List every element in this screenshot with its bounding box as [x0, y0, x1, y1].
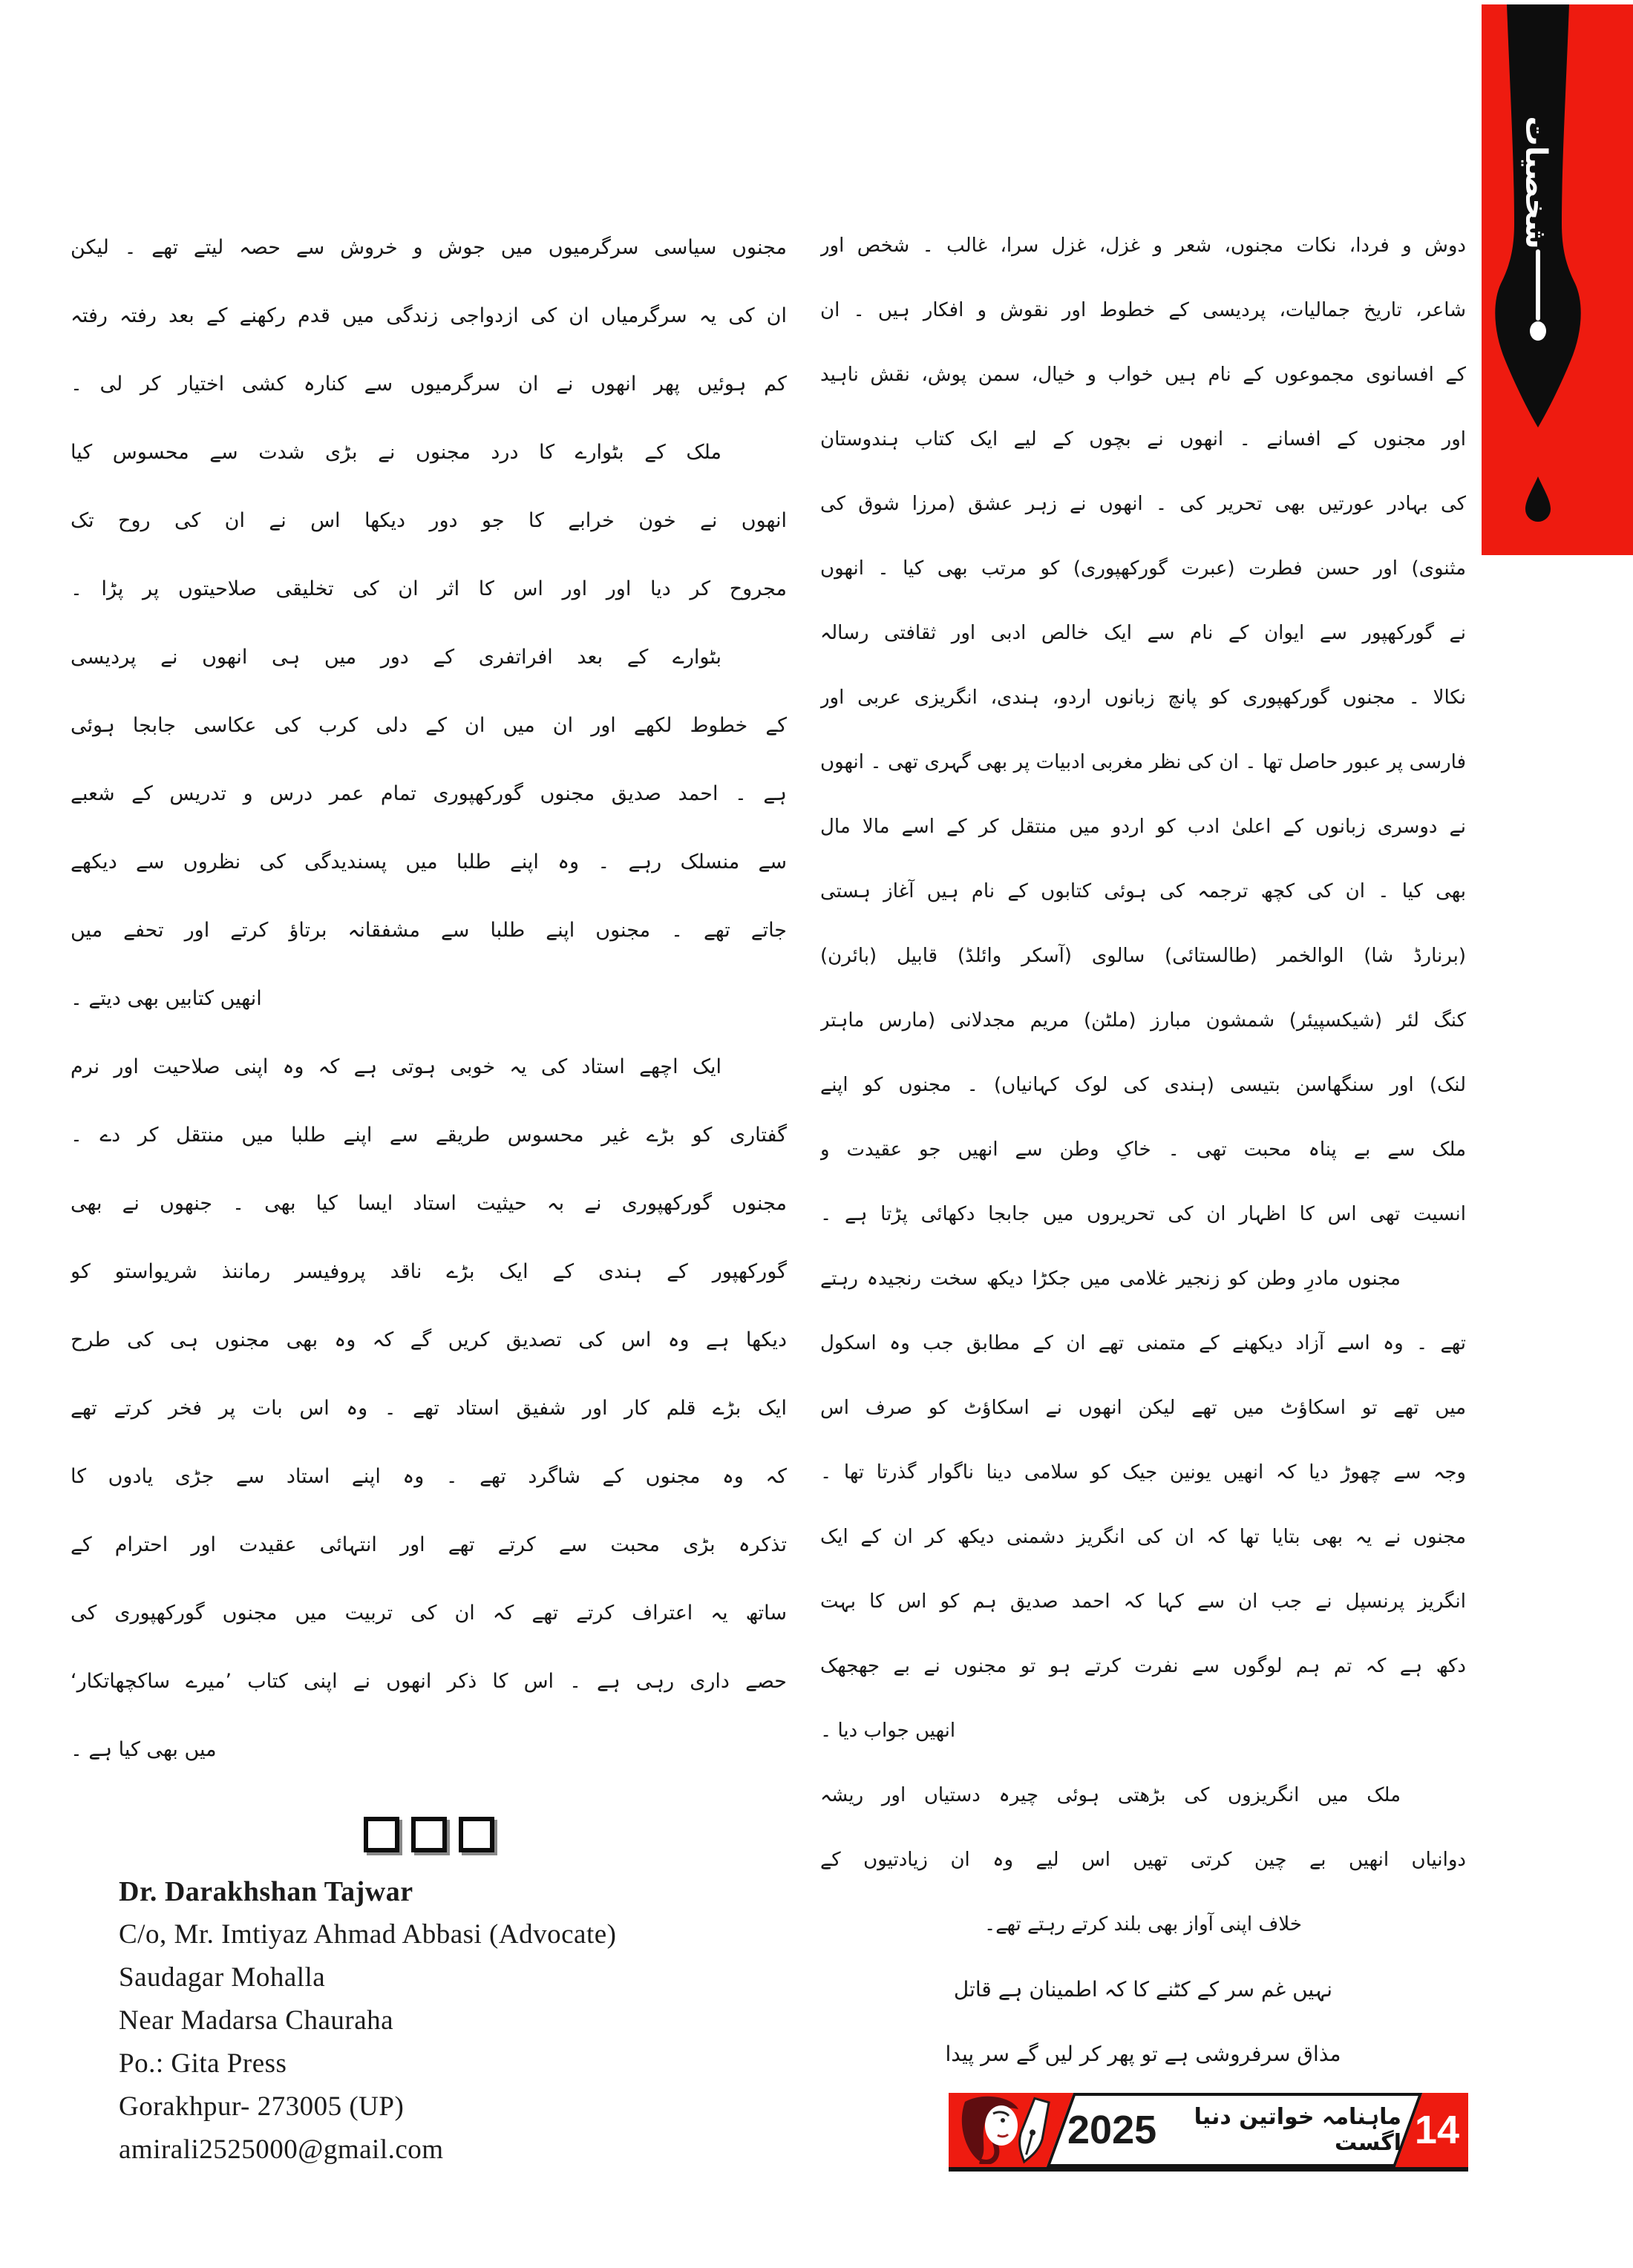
urdu-text-line: ایک اچھے استاد کی یہ خوبی ہوتی ہے کہ وہ اپنی صلاحیت اور نرم — [71, 1055, 721, 1078]
urdu-text-line: مجنوں نے یہ بھی بتایا تھا کہ ان کی انگریز دشمنی دیکھ کر ان کے ایک — [820, 1526, 1466, 1548]
urdu-text-line: بھی کیا ۔ ان کی کچھ ترجمہ کی ہوئی کتابوں کے نام ہیں آغاز ہستی — [820, 880, 1466, 902]
urdu-column-right — [820, 214, 1466, 2086]
urdu-text-line: کے خطوط لکھے اور ان میں ان کے دلی کرب کی عکاسی جابجا ہوئی — [71, 714, 787, 737]
urdu-text-line: اور مجنوں کے افسانے ۔ انھوں نے بچوں کے لیے ایک کتاب ہندوستان — [820, 428, 1466, 450]
urdu-text-line: ملک میں انگریزوں کی بڑھتی ہوئی چیرہ دستیاں اور ریشہ — [820, 1784, 1401, 1806]
urdu-text-line: مجنوں مادرِ وطن کو زنجیر غلامی میں جکڑا دیکھ سخت رنجیدہ رہتے — [820, 1268, 1401, 1290]
pen-nib-icon — [1482, 4, 1633, 555]
urdu-text-line: شاعر، تاریخ جمالیات، پردیسی کے خطوط اور نقوش و افکار ہیں ۔ ان — [820, 299, 1466, 321]
urdu-text-line: دوش و فردا، نکات مجنوں، شعر و غزل، غزل سرا، غالب ۔ شخص اور — [820, 235, 1466, 257]
urdu-text-line: انھیں جواب دیا ۔ — [820, 1720, 956, 1742]
end-of-article-marker — [71, 1817, 787, 1852]
end-marker-square — [459, 1817, 494, 1852]
author-address-line: amirali2525000@gmail.com — [119, 2134, 444, 2165]
urdu-text-line: ملک کے بٹوارے کا درد مجنوں نے بڑی شدت سے محسوس کیا — [71, 441, 722, 464]
urdu-text-line: دیکھا ہے وہ اس کی تصدیق کریں گے کہ وہ بھی مجنوں ہی کی طرح — [71, 1328, 787, 1351]
urdu-text-line: کنگ لئر (شیکسپیئر) شمشون مبارز (ملٹن) مریم مجدلانی (مارس ماہتر — [820, 1009, 1466, 1032]
urdu-text-line: میں تھے تو اسکاؤٹ میں تھے لیکن انھوں نے اسکاؤٹ کو صرف اس — [820, 1397, 1466, 1419]
urdu-text-line: بٹوارے کے بعد افراتفری کے دور میں ہی انھوں نے پردیسی — [71, 646, 721, 669]
footer-year: 2025 — [1067, 2108, 1157, 2152]
urdu-text-line: مثنوی) اور حسن فطرت (عبرت گورکھپوری) کو مرتب بھی کیا ۔ انھوں — [820, 557, 1466, 580]
urdu-text-line: فارسی پر عبور حاصل تھا ۔ ان کی نظر مغربی ادبیات پر بھی گہری تھی ۔ انھوں — [820, 751, 1466, 773]
urdu-text-line: جاتے تھے ۔ مجنوں اپنے طلبا سے مشفقانہ برتاؤ کرتے اور تحفے میں — [71, 919, 787, 942]
urdu-text-line: نے دوسری زبانوں کے اعلیٰ ادب کو اردو میں منتقل کر کے اسے مالا مال — [820, 816, 1466, 838]
urdu-text-line: نے گورکھپور سے ایوان کے نام سے ایک خالص ادبی اور ثقافتی رسالہ — [820, 622, 1466, 644]
urdu-text-line: انگریز پرنسپل نے جب ان سے کہا کہ احمد صدیق ہم کو اس کا بہت — [820, 1590, 1466, 1613]
footer-bar — [949, 2093, 1468, 2172]
urdu-text-line: کی بہادر عورتیں بھی تحریر کی ۔ انھوں نے زہر عشق (مرزا شوق کی — [820, 493, 1466, 515]
section-banner — [1482, 4, 1633, 555]
urdu-text-line: ہے ۔ احمد صدیق مجنوں گورکھپوری تمام عمر درس و تدریس کے شعبے — [71, 782, 787, 805]
author-name: Dr. Darakhshan Tajwar — [119, 1876, 413, 1907]
urdu-text-line: ملک سے بے پناہ محبت تھی ۔ خاکِ وطن سے انھیں جو عقیدت و — [820, 1138, 1466, 1161]
ink-drop-icon — [1525, 476, 1551, 522]
urdu-text-line: انھیں کتابیں بھی دیتے ۔ — [71, 987, 262, 1010]
urdu-text-line: نکالا ۔ مجنوں گورکھپوری کو پانچ زبانوں اردو، ہندی، انگریزی عربی اور — [820, 686, 1466, 709]
page-number: 14 — [1414, 2108, 1459, 2152]
urdu-text-line: کم ہوئیں پھر انھوں نے ان سرگرمیوں سے کنارہ کشی اختیار کر لی ۔ — [71, 373, 787, 396]
urdu-text-line: (برنارڈ شا) الوالخمر (طالستائی) سالوی (آسکر وائلڈ) قابیل (بائرن) — [820, 945, 1466, 967]
urdu-text-line: خلاف اپنی آواز بھی بلند کرتے رہتے تھے۔ — [984, 1913, 1302, 1936]
urdu-text-line: وجہ سے چھوڑ دیا کہ انھیں یونین جیک کو سلامی دینا ناگوار گذرتا تھا ۔ — [820, 1461, 1466, 1484]
urdu-text-line: انسیت تھی اس کا اظہار ان کی تحریروں میں جابجا دکھائی پڑتا ہے ۔ — [820, 1203, 1466, 1225]
section-banner-label: شخصیات — [1519, 116, 1553, 249]
urdu-text-line: کہ وہ مجنوں کے شاگرد تھے ۔ وہ اپنے استاد سے جڑی یادوں کا — [71, 1465, 787, 1488]
urdu-text-line: مجنوں سیاسی سرگرمیوں میں جوش و خروش سے حصہ لیتے تھے ۔ لیکن — [71, 236, 787, 259]
urdu-text-line: کے افسانوی مجموعوں کے نام ہیں خواب و خیال، سمن پوش، نقش ناہید — [820, 364, 1466, 386]
urdu-text-line: سے منسلک رہے ۔ وہ اپنے طلبا میں پسندیدگی کی نظروں سے دیکھے — [71, 850, 787, 874]
urdu-text-line: ان کی یہ سرگرمیاں ان کی ازدواجی زندگی میں قدم رکھنے کے بعد رفتہ رفتہ — [71, 304, 787, 327]
author-contact-block — [119, 1870, 787, 2172]
urdu-text-line: نہیں غم سر کے کٹنے کا کہ اطمینان ہے قاتل — [953, 1977, 1333, 2002]
author-address-line: Po.: Gita Press — [119, 2048, 287, 2079]
author-address-line: Near Madarsa Chauraha — [119, 2005, 394, 2036]
urdu-text-line: گورکھپور کے ہندی کے ایک بڑے ناقد پروفیسر رماننذ شریواستو کو — [71, 1260, 787, 1283]
author-address-line: Saudagar Mohalla — [119, 1962, 326, 1993]
end-marker-square — [411, 1817, 447, 1852]
urdu-text-line: دوانیاں انھیں بے چین کرتی تھیں اس لیے وہ ان زیادتیوں کے — [820, 1849, 1466, 1871]
urdu-text-line: تذکرہ بڑی محبت سے کرتے تھے اور انتہائی عقیدت اور احترام کے — [71, 1533, 787, 1556]
urdu-text-line: گفتاری کو بڑے غیر محسوس طریقے سے اپنے طلبا میں منتقل کر دے ۔ — [71, 1124, 787, 1147]
urdu-text-line: ساتھ یہ اعتراف کرتے تھے کہ ان کی تربیت میں مجنوں گورکھپوری کی — [71, 1602, 787, 1625]
magazine-logo-icon — [955, 2096, 1066, 2164]
urdu-text-line: دکھ ہے کہ تم ہم لوگوں سے نفرت کرتے ہو تو مجنوں نے بے جھجھک — [820, 1655, 1466, 1677]
urdu-text-line: مجنوں گورکھپوری نے بہ حیثیت استاد ایسا کیا بھی ۔ جنھوں نے بھی — [71, 1192, 787, 1215]
author-address-line: C/o, Mr. Imtiyaz Ahmad Abbasi (Advocate) — [119, 1919, 617, 1950]
author-address-line: Gorakhpur- 273005 (UP) — [119, 2091, 405, 2122]
urdu-text-line: تھے ۔ وہ اسے آزاد دیکھنے کے متمنی تھے ان کے مطابق جب وہ اسکول — [820, 1332, 1466, 1354]
urdu-text-line: مجروح کر دیا اور اور اس کا اثر ان کی تخلیقی صلاحیتوں پر پڑا ۔ — [71, 577, 787, 600]
urdu-text-line: میں بھی کیا ہے ۔ — [71, 1738, 217, 1761]
urdu-text-line: انھوں نے خون خرابے کا جو دور دیکھا اس نے ان کی روح تک — [71, 509, 787, 532]
urdu-text-line: مذاق سرفروشی ہے تو پھر کر لیں گے سر پیدا — [945, 2042, 1341, 2066]
footer-title — [1067, 2093, 1401, 2167]
end-marker-square — [364, 1817, 399, 1852]
magazine-name: ماہنامہ خواتین دنیا اگست — [1194, 2104, 1401, 2156]
urdu-text-line: ایک بڑے قلم کار اور شفیق استاد تھے ۔ وہ اس بات پر فخر کرتے تھے — [71, 1397, 787, 1420]
urdu-column-left — [71, 214, 787, 1784]
urdu-text-line: حصے داری رہی ہے ۔ اس کا ذکر انھوں نے اپنی کتاب ’میرے ساکچھاتکار‘ — [71, 1670, 787, 1693]
urdu-text-line: لنک) اور سنگھاسن بتیسی (ہندی کی لوک کہانیاں) ۔ مجنوں کو اپنے — [820, 1074, 1466, 1096]
